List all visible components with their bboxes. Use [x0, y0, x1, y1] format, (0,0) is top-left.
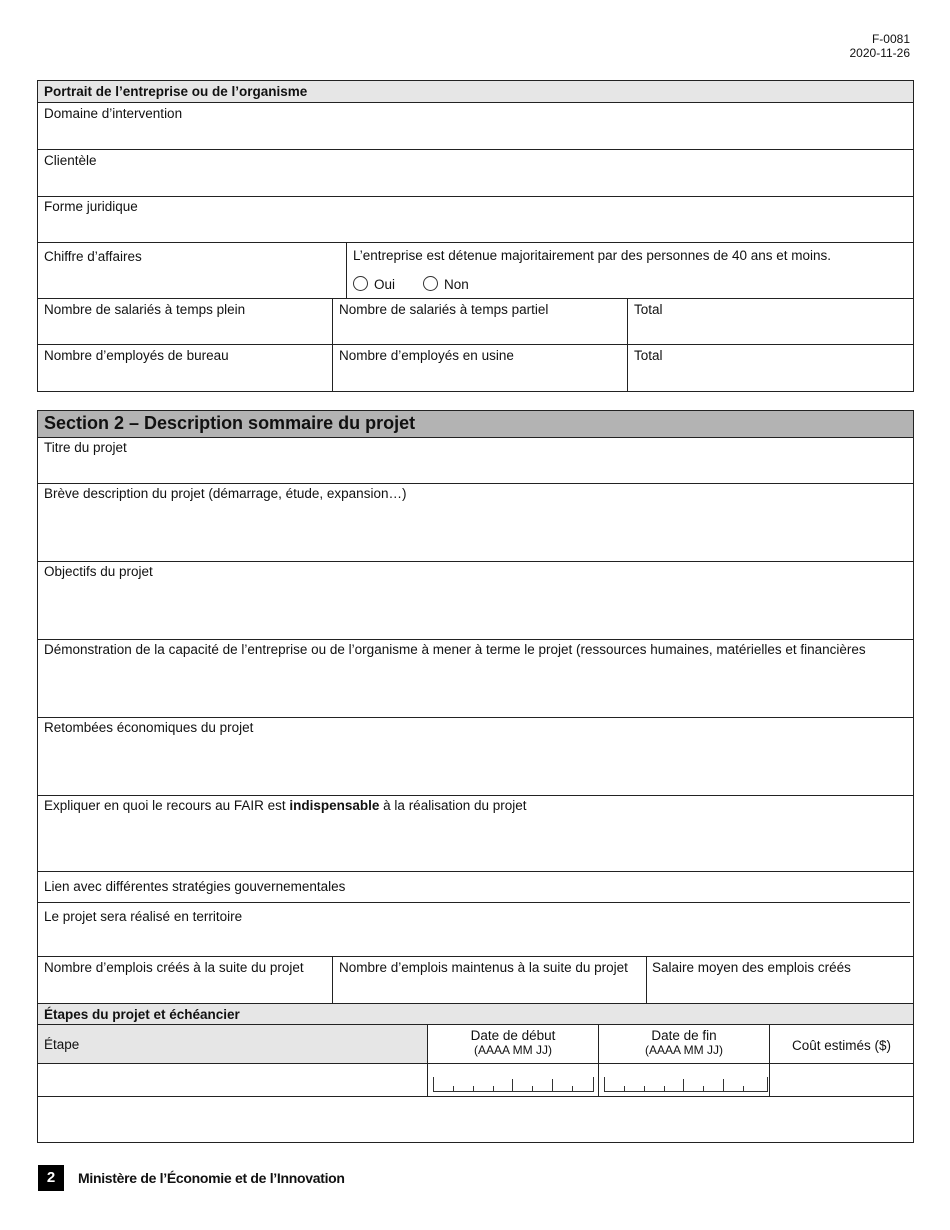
titre-label: Titre du projet [44, 440, 127, 455]
clientele-field[interactable] [38, 150, 913, 196]
age-question: L’entreprise est détenue majoritairement par des personnes de 40 ans et moins. [353, 248, 832, 263]
chiffre-field[interactable] [38, 243, 345, 298]
total1-field[interactable] [629, 299, 913, 344]
radio-circle-icon[interactable] [353, 276, 368, 291]
salaire-label: Salaire moyen des emplois créés [652, 960, 851, 975]
emplois-crees-field[interactable] [38, 957, 331, 1002]
radio-circle-icon[interactable] [423, 276, 438, 291]
domaine-field[interactable] [38, 103, 913, 149]
col-debut-label: Date de début [470, 1028, 556, 1043]
sal-partiel-label: Nombre de salariés à temps partiel [339, 302, 549, 317]
emplois-maintenus-label: Nombre d’emplois maintenus à la suite du projet [339, 960, 628, 975]
forme-label: Forme juridique [44, 199, 138, 214]
expliquer-field[interactable] [38, 796, 913, 871]
radio-oui-label: Oui [374, 277, 396, 292]
section2 [37, 410, 914, 1143]
emp-bureau-label: Nombre d’employés de bureau [44, 348, 229, 363]
salaire-field[interactable] [648, 957, 913, 1002]
territoire-label: Le projet sera réalisé en territoire [44, 909, 243, 924]
radio-non[interactable] [423, 276, 469, 292]
page-number: 2 [38, 1165, 64, 1191]
portrait-section [37, 80, 914, 392]
breve-label: Brève description du projet (démarrage, étude, expansion…) [44, 486, 407, 501]
col-debut-format: (AAAA MM JJ) [473, 1043, 552, 1057]
emplois-crees-label: Nombre d’emplois créés à la suite du projet [44, 960, 304, 975]
demonstration-field[interactable] [38, 640, 913, 717]
chiffre-label: Chiffre d’affaires [44, 249, 142, 264]
lien-field[interactable] [38, 872, 913, 902]
radio-oui[interactable] [353, 276, 395, 292]
radio-non-label: Non [444, 277, 469, 292]
date-fin-field[interactable] [604, 1077, 768, 1092]
section2-title: Section 2 – Description sommaire du projet [44, 413, 416, 433]
total1-label: Total [634, 302, 663, 317]
col-cout: Coût estimés ($) [792, 1038, 892, 1053]
ministry-name: Ministère de l’Économie et de l’Innovation [78, 1170, 345, 1186]
forme-field[interactable] [38, 197, 913, 242]
expliquer-text-c: à la réalisation du projet [379, 798, 527, 813]
total2-label: Total [634, 348, 663, 363]
lien-label: Lien avec différentes stratégies gouvernementales [44, 879, 346, 894]
objectifs-label: Objectifs du projet [44, 564, 153, 579]
etape-row-2[interactable] [38, 1097, 913, 1141]
domaine-label: Domaine d’intervention [44, 106, 183, 121]
col-fin-label: Date de fin [651, 1028, 717, 1043]
objectifs-field[interactable] [38, 562, 913, 639]
expliquer-text-bold: indispensable [289, 798, 380, 813]
etape-field[interactable] [38, 1064, 426, 1095]
form-code [850, 32, 911, 60]
total2-field[interactable] [629, 345, 913, 390]
form-number: F-0081 [871, 32, 910, 46]
breve-field[interactable] [38, 484, 913, 561]
retombees-field[interactable] [38, 718, 913, 795]
col-debut [429, 1028, 597, 1057]
col-etape: Étape [44, 1037, 80, 1052]
demonstration-label: Démonstration de la capacité de l’entreprise ou de l’organisme à mener à terme le projet (ressources humaines, matérielles et financières [44, 642, 866, 657]
sal-plein-field[interactable] [38, 299, 331, 344]
sal-plein-label: Nombre de salariés à temps plein [44, 302, 246, 317]
cout-field[interactable] [771, 1064, 913, 1095]
territoire-field[interactable] [38, 903, 913, 956]
emplois-maintenus-field[interactable] [334, 957, 645, 1002]
sal-partiel-field[interactable] [334, 299, 626, 344]
clientele-label: Clientèle [44, 153, 97, 168]
emp-usine-label: Nombre d’employés en usine [339, 348, 514, 363]
col-fin [600, 1028, 768, 1057]
form-date: 2020-11-26 [849, 46, 910, 60]
retombees-label: Retombées économiques du projet [44, 720, 254, 735]
etapes-title: Étapes du projet et échéancier [44, 1007, 240, 1022]
emp-bureau-field[interactable] [38, 345, 331, 390]
col-fin-format: (AAAA MM JJ) [644, 1043, 723, 1057]
titre-field[interactable] [38, 438, 913, 483]
emp-usine-field[interactable] [334, 345, 626, 390]
expliquer-text-a: Expliquer en quoi le recours au FAIR est [44, 798, 290, 813]
date-debut-field[interactable] [433, 1077, 594, 1092]
portrait-title: Portrait de l’entreprise ou de l’organisme [44, 84, 308, 99]
